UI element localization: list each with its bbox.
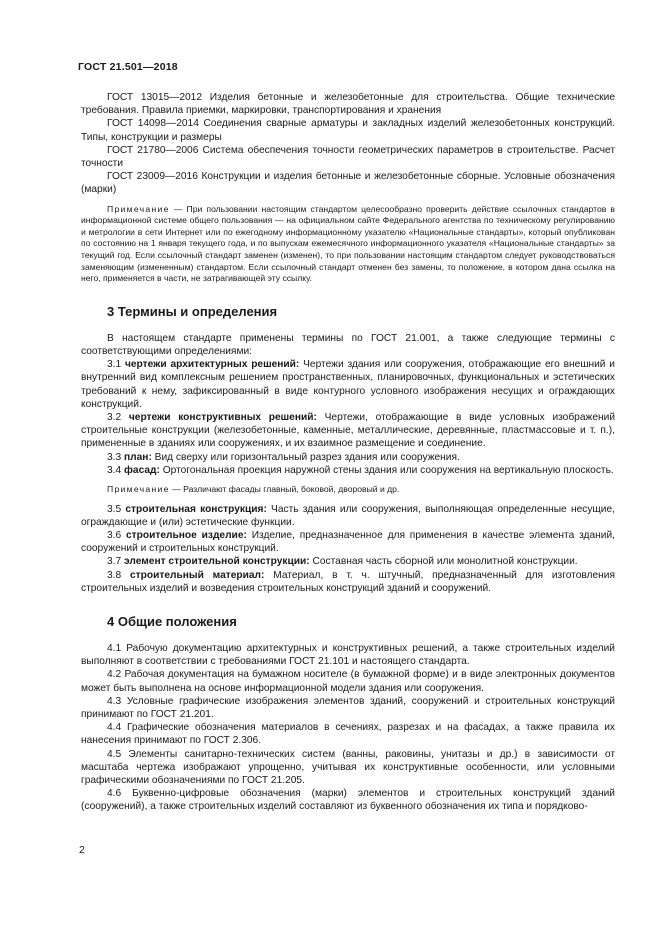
standard-code-header: ГОСТ 21.501—2018 [78, 61, 178, 73]
general-provision: 4.3 Условные графические изображения элементов зданий, сооружений и строительных конструкций принимают по ГОСТ 21.201. [81, 695, 615, 721]
section-3-intro: В настоящем стандарте применены термины по ГОСТ 21.001, а также следующие термины с соответствующими определениями: [81, 332, 615, 357]
term-definition: 3.2 чертежи конструктивных решений: Чертежи, отображающие в виде условных изображений строительные конструкции (железобетонные, каменные, металлические, деревянные, пластмассовые и т. п.), примененные в зданиях или сооружениях, и их взаимное размещение и соединение. [81, 412, 616, 450]
general-provision: 4.2 Рабочая документация на бумажном носителе (в бумажной форме) и в виде электронных документов может быть выполнена на основе информационной модели здания или сооружения. [81, 669, 615, 694]
reference-item: ГОСТ 23009—2016 Конструкции и изделия бетонные и железобетонные сборные. Условные обозначения (марки) [81, 171, 615, 196]
general-provision: 4.1 Рабочую документацию архитектурных и конструктивных решений, а также строительных изделий выполняют в соответствии с требованиями ГОСТ 21.101 и настоящего стандарта. [81, 643, 615, 668]
references-note [81, 204, 615, 285]
section-4-title: 4 Общие положения [107, 614, 237, 630]
term-definition: 3.3 план: Вид сверху или горизонтальный разрез здания или сооружения. [107, 451, 460, 463]
note-label: Примечание [107, 203, 170, 214]
reference-item: ГОСТ 14098—2014 Соединения сварные арматуры и закладных изделий железобетонных конструкций. Типы, конструкции и размеры [81, 118, 615, 143]
term-definition: 3.8 строительный материал: Материал, в т. ч. штучный, предназначенный для изготовления строительных изделий и возведения строительных конструкций зданий и сооружений. [81, 569, 615, 594]
normative-references-list [81, 91, 615, 197]
page-content [81, 91, 615, 814]
page-number: 2 [79, 844, 85, 856]
term-definition: 3.4 фасад: Ортогональная проекция наружной стены здания или сооружения на вертикальную плоскость. [107, 464, 614, 476]
note-label: Примечание [107, 484, 170, 495]
general-provision: 4.5 Элементы санитарно-технических систем (ванны, раковины, унитазы и др.) в зависимости от масштаба чертежа изображают упрощенно, учитывая их конструктивные особенности, или условными графическими обозначениями по ГОСТ 21.205. [81, 748, 615, 787]
term-definition: 3.7 элемент строительной конструкции: Составная часть сборной или монолитной конструкции. [107, 556, 578, 568]
term-definition: 3.1 чертежи архитектурных решений: Чертежи здания или сооружения, отображающие его внешний и внутренний вид комплексным решением пространственных, планировочных, функциональных и эстетических требований к нему, зафиксированный в виде контурного условного изображения несущих и ограждающих конструкций. [81, 359, 615, 410]
general-provision: 4.4 Графические обозначения материалов в сечениях, разрезах и на фасадах, а также правила их нанесения принимают по ГОСТ 2.306. [81, 722, 615, 747]
term-definition: 3.6 строительное изделие: Изделие, предназначенное для применения в качестве элемента зданий, сооружений и строительных конструкций. [81, 530, 615, 555]
note-text: — Различают фасады главный, боковой, дворовый и др. [169, 484, 400, 495]
section-3-title: 3 Термины и определения [107, 303, 278, 319]
note-text: — При пользовании настоящим стандартом целесообразно проверить действие ссылочных стандартов в информационной системе общего пользования — на официальном сайте Федерального агентства по техническому регулированию и метрологии в сети Интернет или по ежегодному информационному указателю «Национальные стандарты», который опубликован по состоянию на 1 января текущего года, и по выпускам ежемесячного информационного указателя «Национальные стандарты» за текущий год. Если ссылочный стандарт заменен (изменен), то при пользовании настоящим стандартом следует руководствоваться заменяющим (измененным) стандартом. Если ссылочный стандарт отменен без замены, то положение, в котором дана ссылка на него, применяется в части, не затрагивающей эту ссылку. [81, 203, 615, 284]
facade-note [81, 484, 615, 496]
reference-item: ГОСТ 13015—2012 Изделия бетонные и железобетонные для строительства. Общие технические требования. Правила приемки, маркировки, транспортирования и хранения [81, 92, 615, 117]
reference-item: ГОСТ 21780—2006 Система обеспечения точности геометрических параметров в строительстве. Расчет точности [81, 144, 615, 170]
term-definition: 3.5 строительная конструкция: Часть здания или сооружения, выполняющая определенные несущие, ограждающие и (или) эстетические функции. [81, 503, 615, 528]
general-provision: 4.6 Буквенно-цифровые обозначения (марки) элементов и строительных конструкций зданий (сооружений), а также строительных изделий составляют из буквенного обозначения их типа и порядково- [81, 788, 615, 813]
